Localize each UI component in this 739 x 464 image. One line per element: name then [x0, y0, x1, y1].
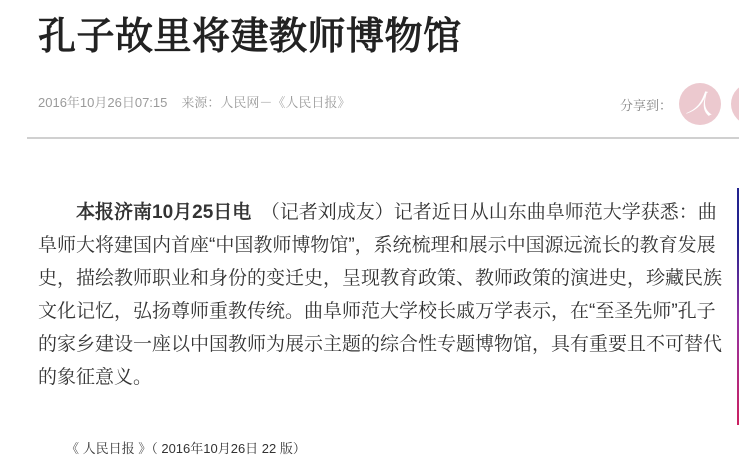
article-body-text: （记者刘成友）记者近日从山东曲阜师范大学获悉：曲阜师大将建国内首座“中国教师博物馆”，系统梳理和展示中国源远流长的教育发展史，描绘教师职业和身份的变迁史，呈现教育政策、教师政策的演进史，珍藏民族文化记忆，弘扬尊师重教传统。曲阜师范大学校长戚万学表示，在“至圣先师”孔子的家乡建设一座以中国教师为展示主题的综合性专题博物馆，具有重要且不可替代的象征意义。: [38, 202, 723, 388]
share-to-label: 分享到：: [620, 98, 673, 113]
header-divider: [27, 137, 739, 139]
publish-datetime: 2016年10月26日07:15: [38, 95, 168, 110]
share-area: [620, 95, 672, 114]
newspaper-citation: 《 人民日报 》（ 2016年10月26日 22 版）: [66, 441, 306, 456]
article-body: [38, 196, 722, 394]
source-label: 来源：人民网－《人民日报》: [181, 95, 351, 110]
people-glyph-icon: 人: [685, 87, 716, 122]
article-meta: [38, 92, 350, 111]
share-icon-partial[interactable]: [731, 83, 739, 125]
article-dateline: 本报济南10月25日电: [76, 202, 252, 223]
article-title: 孔子故里将建教师博物馆: [38, 16, 462, 58]
people-daily-share-icon[interactable]: [679, 83, 721, 125]
